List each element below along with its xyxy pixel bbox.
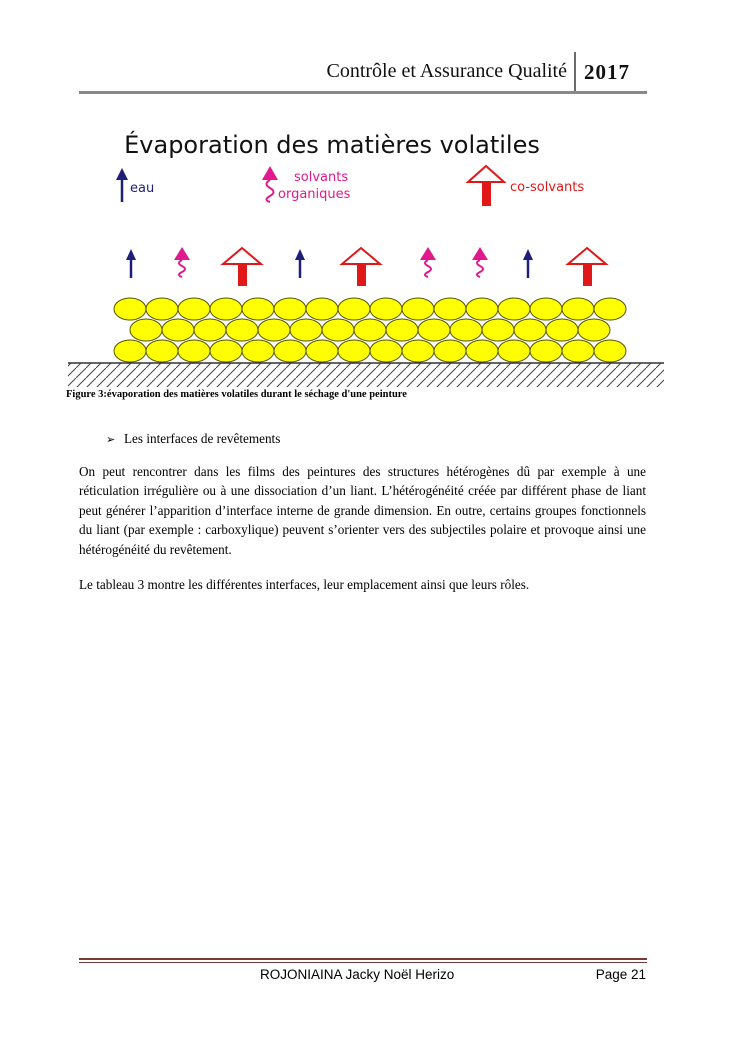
particle <box>370 340 402 362</box>
legend-water-arrow-icon <box>116 168 128 202</box>
legend-cosolvent-arrow-icon <box>468 166 504 206</box>
particle <box>130 319 162 341</box>
cosolvent-arrow-icon <box>223 248 261 286</box>
figure-caption: Figure 3:évaporation des matières volatiles durant le séchage d'une peinture <box>66 389 407 400</box>
bullet-arrow-icon: ➢ <box>106 434 116 446</box>
footer-rule <box>79 958 647 960</box>
particle <box>498 298 530 320</box>
water-arrow-icon <box>126 249 136 278</box>
bullet-text: Les interfaces de revêtements <box>124 431 281 446</box>
legend-solvents <box>262 166 351 202</box>
particle <box>562 340 594 362</box>
particle <box>402 298 434 320</box>
footer-rule-thin <box>79 962 647 963</box>
particle <box>226 319 258 341</box>
particle <box>146 298 178 320</box>
particle <box>434 298 466 320</box>
legend-water-label: eau <box>130 181 155 196</box>
solvent-squiggle-icon <box>174 247 190 277</box>
particle <box>482 319 514 341</box>
particle <box>578 319 610 341</box>
particle <box>530 298 562 320</box>
legend-cosolvents-label: co-solvants <box>510 180 585 195</box>
particle <box>386 319 418 341</box>
legend-solvent-squiggle-icon <box>262 166 278 202</box>
legend-solvents-label-line2: organiques <box>278 187 351 202</box>
particle <box>530 340 562 362</box>
solvent-squiggle-icon <box>472 247 488 277</box>
header-year: 2017 <box>584 60 630 84</box>
particle <box>402 340 434 362</box>
footer-page-number: Page 21 <box>595 967 646 982</box>
particle <box>498 340 530 362</box>
emission-arrows <box>126 247 606 286</box>
paragraph-table-reference: Le tableau 3 montre les différentes interfaces, leur emplacement ainsi que leurs rôles. <box>79 577 530 592</box>
particle <box>274 340 306 362</box>
legend-water <box>116 168 154 202</box>
particle <box>306 340 338 362</box>
particle <box>290 319 322 341</box>
particle <box>114 340 146 362</box>
particle <box>338 298 370 320</box>
particle <box>466 298 498 320</box>
bullet-item <box>106 431 280 447</box>
water-arrow-icon <box>295 249 305 278</box>
header-rule <box>79 91 647 94</box>
particle <box>434 340 466 362</box>
particle <box>354 319 386 341</box>
water-arrow-icon <box>523 249 533 278</box>
evaporation-figure <box>66 118 666 390</box>
particle <box>466 340 498 362</box>
particle <box>210 340 242 362</box>
particle <box>594 340 626 362</box>
particle <box>370 298 402 320</box>
header-title: Contrôle et Assurance Qualité <box>326 60 567 82</box>
footer-author: ROJONIAINA Jacky Noël Herizo <box>260 967 455 982</box>
substrate <box>68 363 664 387</box>
particle <box>546 319 578 341</box>
particle <box>194 319 226 341</box>
cosolvent-arrow-icon <box>568 248 606 286</box>
particle <box>242 298 274 320</box>
particle <box>322 319 354 341</box>
paragraph-interfaces: On peut rencontrer dans les films des peintures des structures hétérogènes dû par exemple à une réticulation irrégulière ou à une dissociation d’un liant. L’hétérogénéité créée par différent phase de liant peut générer l’apparition d’interface interne de grande dimension. En outre, certains groupes fonctionnels du liant (par exemple : carboxylique) peuvent s’orienter vers des subjectiles polaire et provoque ainsi une hétérogénéité du revêtement. <box>79 464 646 557</box>
particle <box>210 298 242 320</box>
particle <box>306 298 338 320</box>
particle <box>258 319 290 341</box>
header-divider <box>574 52 576 94</box>
cosolvent-arrow-icon <box>342 248 380 286</box>
particle <box>146 340 178 362</box>
figure-title: Évaporation des matières volatiles <box>124 131 540 159</box>
particle <box>162 319 194 341</box>
particle <box>418 319 450 341</box>
particle-layer <box>114 298 626 362</box>
particle <box>514 319 546 341</box>
legend-cosolvents <box>468 166 584 206</box>
particle <box>594 298 626 320</box>
legend-solvents-label-line1: solvants <box>294 170 349 185</box>
particle <box>450 319 482 341</box>
solvent-squiggle-icon <box>420 247 436 277</box>
particle <box>338 340 370 362</box>
particle <box>562 298 594 320</box>
particle <box>114 298 146 320</box>
particle <box>242 340 274 362</box>
particle <box>178 298 210 320</box>
particle <box>274 298 306 320</box>
particle <box>178 340 210 362</box>
